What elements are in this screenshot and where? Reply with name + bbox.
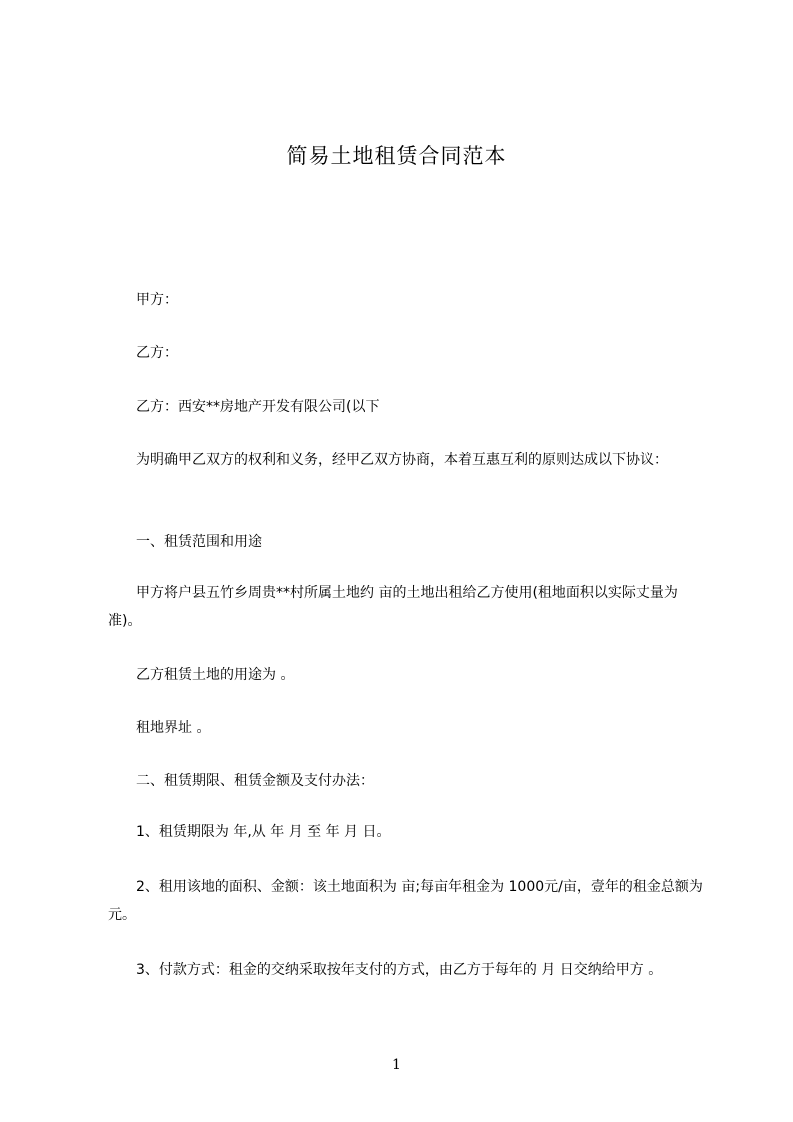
section-heading-scope: 一、租赁范围和用途 bbox=[136, 534, 262, 550]
section-heading-term: 二、租赁期限、租赁金额及支付办法： bbox=[136, 773, 374, 789]
boundary-paragraph: 租地界址 。 bbox=[136, 720, 211, 736]
party-b-company-line: 乙方：西安**房地产开发有限公司(以下 bbox=[136, 399, 380, 415]
scope-paragraph: 甲方将户县五竹乡周贵**村所属土地约 亩的土地出租给乙方使用(租地面积以实际丈量为准)。 bbox=[108, 585, 678, 629]
party-a-line: 甲方： bbox=[136, 292, 178, 308]
preamble-paragraph: 为明确甲乙双方的权利和义务，经甲乙双方协商，本着互惠互利的原则达成以下协议： bbox=[136, 452, 668, 468]
term-paragraph: 1、租赁期限为 年,从 年 月 至 年 月 日。 bbox=[136, 824, 391, 840]
usage-paragraph: 乙方租赁土地的用途为 。 bbox=[136, 667, 295, 683]
document-title: 简易土地租赁合同范本 bbox=[286, 144, 507, 168]
party-b-line: 乙方： bbox=[136, 345, 178, 361]
area-amount-paragraph: 2、租用该地的面积、金额：该土地面积为 亩;每亩年租金为 1000元/亩，壹年的租金总额为 元。 bbox=[108, 879, 703, 923]
payment-paragraph: 3、付款方式：租金的交纳采取按年支付的方式，由乙方于每年的 月 日交纳给甲方 。 bbox=[136, 962, 663, 978]
page-number: 1 bbox=[392, 1057, 401, 1073]
